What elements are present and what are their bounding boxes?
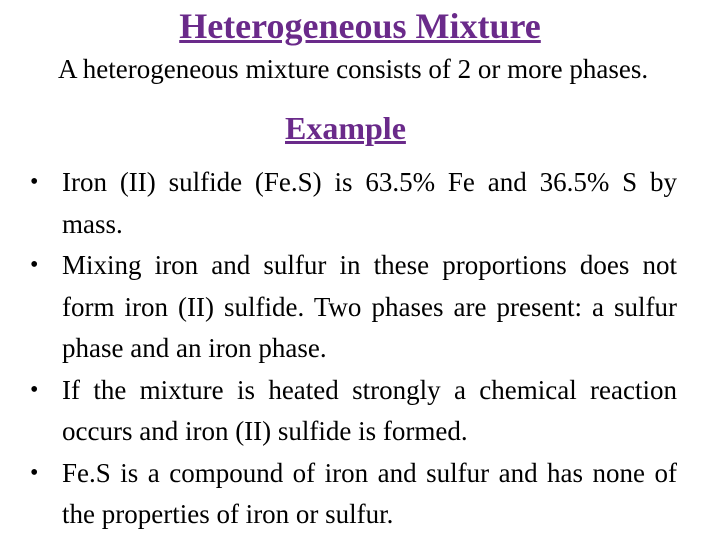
bullet-icon: • <box>30 169 39 195</box>
example-heading: Example <box>285 110 406 146</box>
bullet-item <box>30 453 677 536</box>
bullet-text: Iron (II) sulfide (Fe.S) is 63.5% Fe and 36.5% S by mass. <box>62 167 677 239</box>
bullet-text: If the mixture is heated strongly a chemical reaction occurs and iron (II) sulfide is formed. <box>62 374 677 446</box>
bullet-list <box>0 162 720 536</box>
bullet-item <box>30 245 677 370</box>
bullet-icon: • <box>30 376 39 403</box>
bullet-text: Fe.S is a compound of iron and sulfur and has none of the properties of iron or sulfur. <box>62 457 677 529</box>
intro-text: A heterogeneous mixture consists of 2 or more phases. <box>58 54 649 84</box>
bullet-item <box>30 162 677 245</box>
bullet-item <box>30 370 677 453</box>
bullet-icon: • <box>30 252 39 278</box>
bullet-text: Mixing iron and sulfur in these proportions does not form iron (II) sulfide. Two phases are present: a sulfur phase and an iron phase. <box>62 250 677 363</box>
slide-title: Heterogeneous Mixture <box>179 6 541 46</box>
bullet-icon: • <box>30 459 39 486</box>
